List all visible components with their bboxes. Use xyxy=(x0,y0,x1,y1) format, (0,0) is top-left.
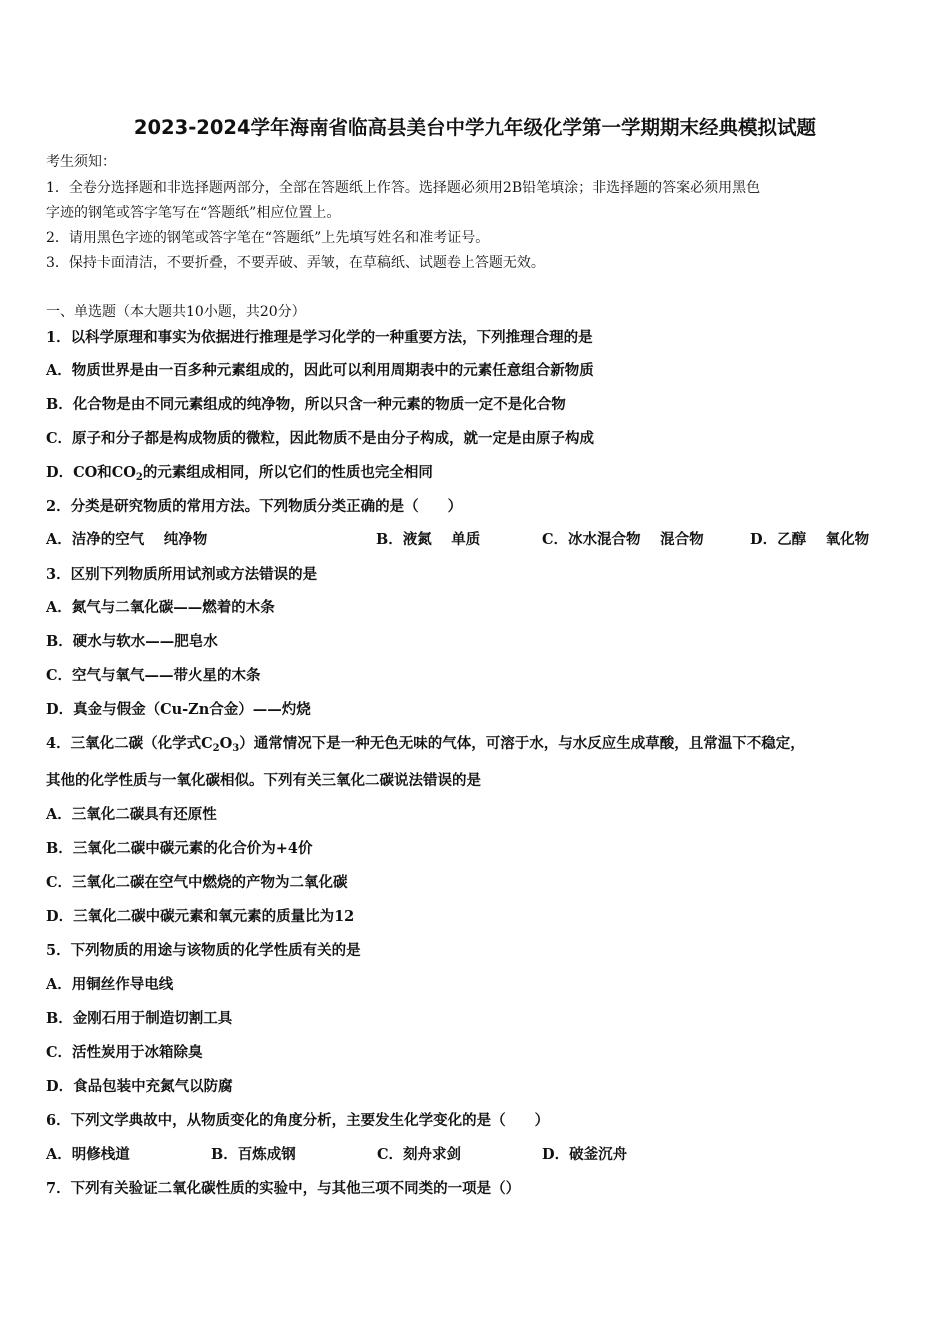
notice-heading: 考生须知： xyxy=(46,154,116,170)
q4-stem-pre: 4．三氧化二碳（化学式C xyxy=(46,735,213,752)
q4-stem-post: ）通常情况下是一种无色无味的气体，可溶于水，与水反应生成草酸，且常温下不稳定， xyxy=(239,735,805,752)
q4-stem-mid: O xyxy=(219,735,233,752)
q3-option-d: D．真金与假金（Cu-Zn合金）——灼烧 xyxy=(46,701,311,718)
q6-stem: 6．下列文学典故中，从物质变化的角度分析，主要发生化学变化的是（ ） xyxy=(46,1112,550,1129)
q5-option-b: B．金刚石用于制造切割工具 xyxy=(46,1010,233,1027)
q1-option-d xyxy=(46,463,433,483)
section-heading: 一、单选题（本大题共10小题，共20分） xyxy=(46,304,306,320)
exam-title: 2023-2024学年海南省临高县美台中学九年级化学第一学期期末经典模拟试题 xyxy=(133,116,817,139)
q1-stem: 1．以科学原理和事实为依据进行推理是学习化学的一种重要方法，下列推理合理的是 xyxy=(46,329,593,346)
q1-d-pre: D．CO和CO xyxy=(46,464,136,481)
q4-sub-2: 3 xyxy=(232,743,240,754)
q4-stem xyxy=(46,734,805,754)
notice-item-3: 3．保持卡面清洁，不要折叠，不要弄破、弄皱，在草稿纸、试题卷上答题无效。 xyxy=(46,255,545,271)
q5-option-a: A．用铜丝作导电线 xyxy=(46,976,174,993)
q5-option-d: D．食品包装中充氮气以防腐 xyxy=(46,1078,233,1095)
q2-option-b: B．液氮 单质 xyxy=(376,531,481,548)
q3-option-a: A．氮气与二氧化碳——燃着的木条 xyxy=(46,599,275,616)
q7-stem: 7．下列有关验证二氧化碳性质的实验中，与其他三项不同类的一项是（） xyxy=(46,1180,521,1197)
q1-option-a: A．物质世界是由一百多种元素组成的，因此可以利用周期表中的元素任意组合新物质 xyxy=(46,362,594,379)
q1-option-c: C．原子和分子都是构成物质的微粒，因此物质不是由分子构成，就一定是由原子构成 xyxy=(46,430,595,447)
notice-item-1: 1．全卷分选择题和非选择题两部分，全部在答题纸上作答。选择题必须用2B铅笔填涂；非选择题的答案必须用黑色 xyxy=(46,180,761,196)
notice-item-2: 2．请用黑色字迹的钢笔或答字笔在“答题纸”上先填写姓名和准考证号。 xyxy=(46,230,490,246)
q2-stem: 2．分类是研究物质的常用方法。下列物质分类正确的是（ ） xyxy=(46,498,463,515)
q1-d-post: 的元素组成相同，所以它们的性质也完全相同 xyxy=(142,464,433,481)
q3-option-c: C．空气与氧气——带火星的木条 xyxy=(46,667,261,684)
q5-option-c: C．活性炭用于冰箱除臭 xyxy=(46,1044,203,1061)
q4-option-d: D．三氧化二碳中碳元素和氧元素的质量比为12 xyxy=(46,908,355,925)
q6-option-c: C．刻舟求剑 xyxy=(377,1146,462,1163)
q4-stem-cont: 其他的化学性质与一氧化碳相似。下列有关三氧化二碳说法错误的是 xyxy=(46,772,481,789)
q5-stem: 5．下列物质的用途与该物质的化学性质有关的是 xyxy=(46,942,361,959)
q4-option-c: C．三氧化二碳在空气中燃烧的产物为二氧化碳 xyxy=(46,874,348,891)
q3-option-b: B．硬水与软水——肥皂水 xyxy=(46,633,218,650)
q4-option-a: A．三氧化二碳具有还原性 xyxy=(46,806,217,823)
q1-option-b: B．化合物是由不同元素组成的纯净物，所以只含一种元素的物质一定不是化合物 xyxy=(46,396,566,413)
q2-option-a: A．洁净的空气 纯净物 xyxy=(46,531,208,548)
q2-option-d: D．乙醇 氧化物 xyxy=(750,531,870,548)
q4-option-b: B．三氧化二碳中碳元素的化合价为+4价 xyxy=(46,840,313,857)
q3-stem: 3．区别下列物质所用试剂或方法错误的是 xyxy=(46,566,318,583)
q6-option-b: B．百炼成钢 xyxy=(211,1146,296,1163)
notice-item-1-cont: 字迹的钢笔或答字笔写在“答题纸”相应位置上。 xyxy=(46,205,341,221)
q6-option-d: D．破釜沉舟 xyxy=(542,1146,628,1163)
q2-option-c: C．冰水混合物 混合物 xyxy=(542,531,704,548)
q6-option-a: A．明修栈道 xyxy=(46,1146,130,1163)
q4-sub-1: 2 xyxy=(212,743,220,754)
q1-d-sub: 2 xyxy=(135,472,143,483)
